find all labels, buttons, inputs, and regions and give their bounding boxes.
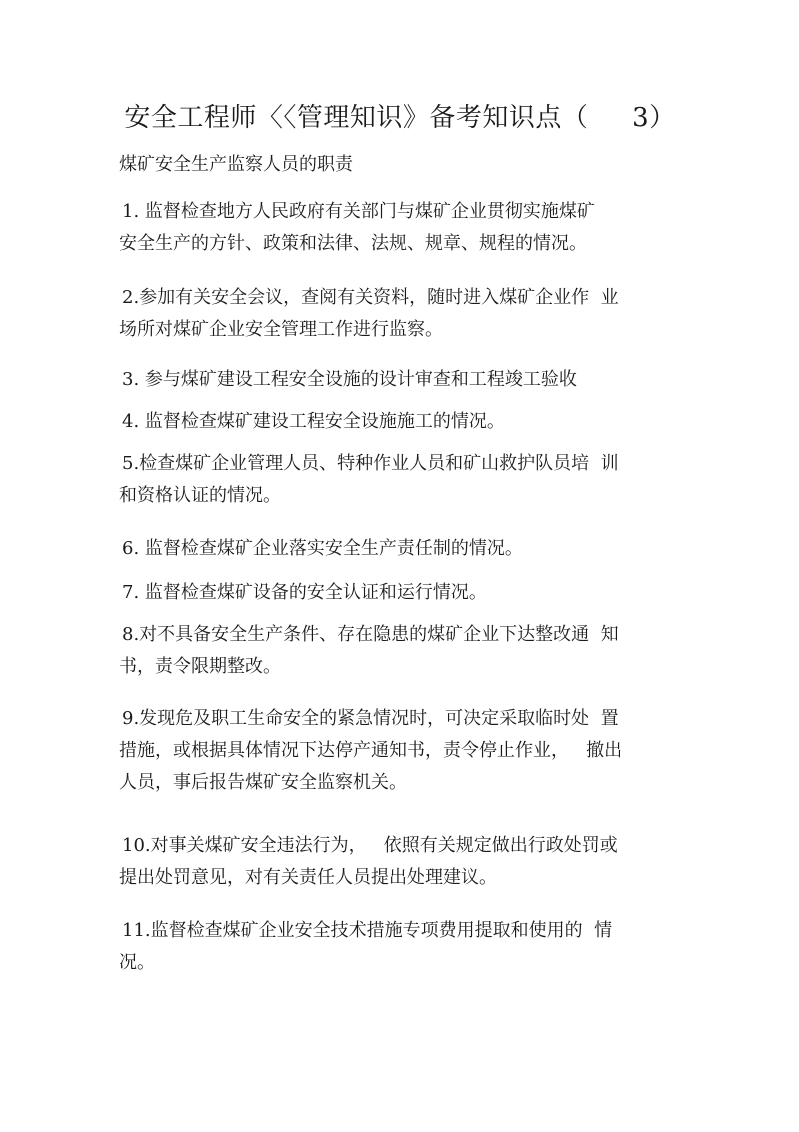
item-line: 和资格认证的情况。 xyxy=(119,485,281,506)
duty-item-9 xyxy=(119,703,664,799)
item-line: 人员，事后报告煤矿安全监察机关。 xyxy=(119,772,407,793)
duty-item-1 xyxy=(119,196,664,260)
item-line: 书，责令限期整改。 xyxy=(119,656,281,677)
item-line: 9.发现危及职工生命安全的紧急情况时，可决定采取临时处 置 xyxy=(122,708,619,729)
duty-item-11 xyxy=(119,915,664,979)
item-line: 2.参加有关安全会议，查阅有关资料，随时进入煤矿企业作 业 xyxy=(122,287,619,308)
duty-item-10 xyxy=(119,830,664,894)
duty-item-8 xyxy=(119,619,664,683)
item-line: 6. 监督检查煤矿企业落实安全生产责任制的情况。 xyxy=(122,538,523,559)
item-line: 1. 监督检查地方人民政府有关部门与煤矿企业贯彻实施煤矿 xyxy=(122,201,595,222)
item-line: 11.监督检查煤矿企业安全技术措施专项费用提取和使用的 情 xyxy=(122,920,613,941)
item-line: 3. 参与煤矿建设工程安全设施的设计审查和工程竣工验收 xyxy=(122,369,577,390)
section-heading: 煤矿安全生产监察人员的职责 xyxy=(119,154,353,175)
duty-item-5 xyxy=(119,448,664,512)
duty-item-4 xyxy=(119,406,664,438)
item-line: 7. 监督检查煤矿设备的安全认证和运行情况。 xyxy=(122,582,487,603)
item-line: 5.检查煤矿企业管理人员、特种作业人员和矿山救护队员培 训 xyxy=(122,453,619,474)
item-line: 10.对事关煤矿安全违法行为， 依照有关规定做出行政处罚或 xyxy=(122,835,618,856)
item-line: 8.对不具备安全生产条件、存在隐患的煤矿企业下达整改通 知 xyxy=(122,624,619,645)
duty-item-3 xyxy=(119,364,664,396)
duty-item-7 xyxy=(119,577,664,609)
item-line: 提出处罚意见，对有关责任人员提出处理建议。 xyxy=(119,867,497,888)
item-line: 措施，或根据具体情况下达停产通知书，责令停止作业， 撤出 xyxy=(119,740,623,761)
item-line: 况。 xyxy=(119,952,155,973)
duty-item-2 xyxy=(119,282,664,346)
document-title: 安全工程师〈〈管理知识》备考知识点（ 3） xyxy=(124,103,676,133)
item-line: 4. 监督检查煤矿建设工程安全设施施工的情况。 xyxy=(122,411,505,432)
item-line: 安全生产的方针、政策和法律、法规、规章、规程的情况。 xyxy=(119,233,587,254)
item-line: 场所对煤矿企业安全管理工作进行监察。 xyxy=(119,319,443,340)
duty-item-6 xyxy=(119,533,664,565)
